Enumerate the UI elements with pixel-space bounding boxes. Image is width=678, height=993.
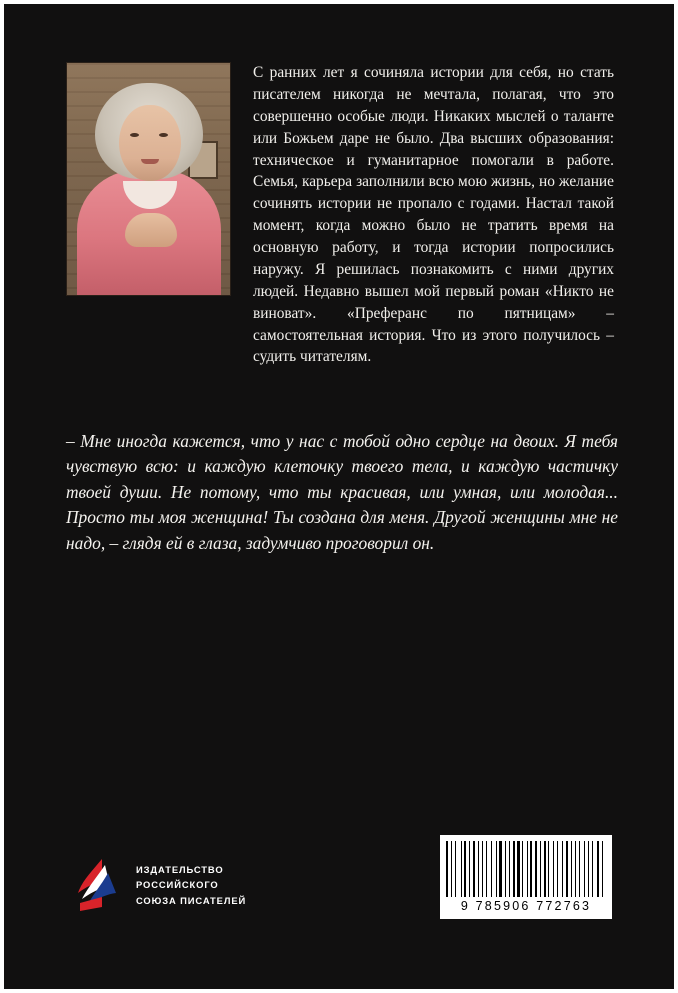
publisher-line-3: СОЮЗА ПИСАТЕЛЕЙ (136, 894, 247, 906)
book-quote-text: – Мне иногда кажется, что у нас с тобой одно сердце на двоих. Я тебя чувствую всю: и каждую клеточку твоего тела, и каждую частичку твоей души. Не потому, что ты красивая, или умная, или молодая... Просто ты моя женщина! Ты создана для меня. Другой женщины мне не надо, – глядя ей в глаза, задумчиво проговорил он. (66, 431, 618, 553)
cover-surface (4, 4, 674, 989)
publisher-name (136, 862, 246, 909)
publisher-block (72, 857, 246, 913)
publisher-line-2: РОССИЙСКОГО (136, 879, 219, 891)
barcode-bars (446, 841, 606, 897)
barcode-digits: 9 785906 772763 (460, 899, 592, 913)
author-bio-text: С ранних лет я сочиняла истории для себя, но стать писателем никогда не мечтала, полагая, что это совершенно особые люди. Никаких мыслей о таланте или Божьем даре не было. Два высших образования: техническое и гуманитарное помогали в работе. Семья, карьера заполнили всю мою жизнь, но желание сочинять истории не пропало с годами. Настал такой момент, когда можно было не тратить время на основную работу, и тогда истории попросились наружу. Я решилась познакомить с ними других людей. Недавно вышел мой первый роман «Никто не виноват». «Преферанс по пятницам» – самостоятельная история. Что из этого получилось – судить читателям. (253, 64, 614, 366)
author-mouth (141, 159, 159, 164)
isbn-barcode (440, 835, 612, 919)
publisher-logo-icon (72, 857, 124, 913)
author-photo (66, 62, 231, 296)
author-eye-left (130, 133, 139, 137)
author-eye-right (159, 133, 168, 137)
author-face (119, 105, 181, 181)
author-hands (125, 213, 177, 247)
author-block (66, 62, 614, 368)
publisher-line-1: ИЗДАТЕЛЬСТВО (136, 863, 224, 875)
